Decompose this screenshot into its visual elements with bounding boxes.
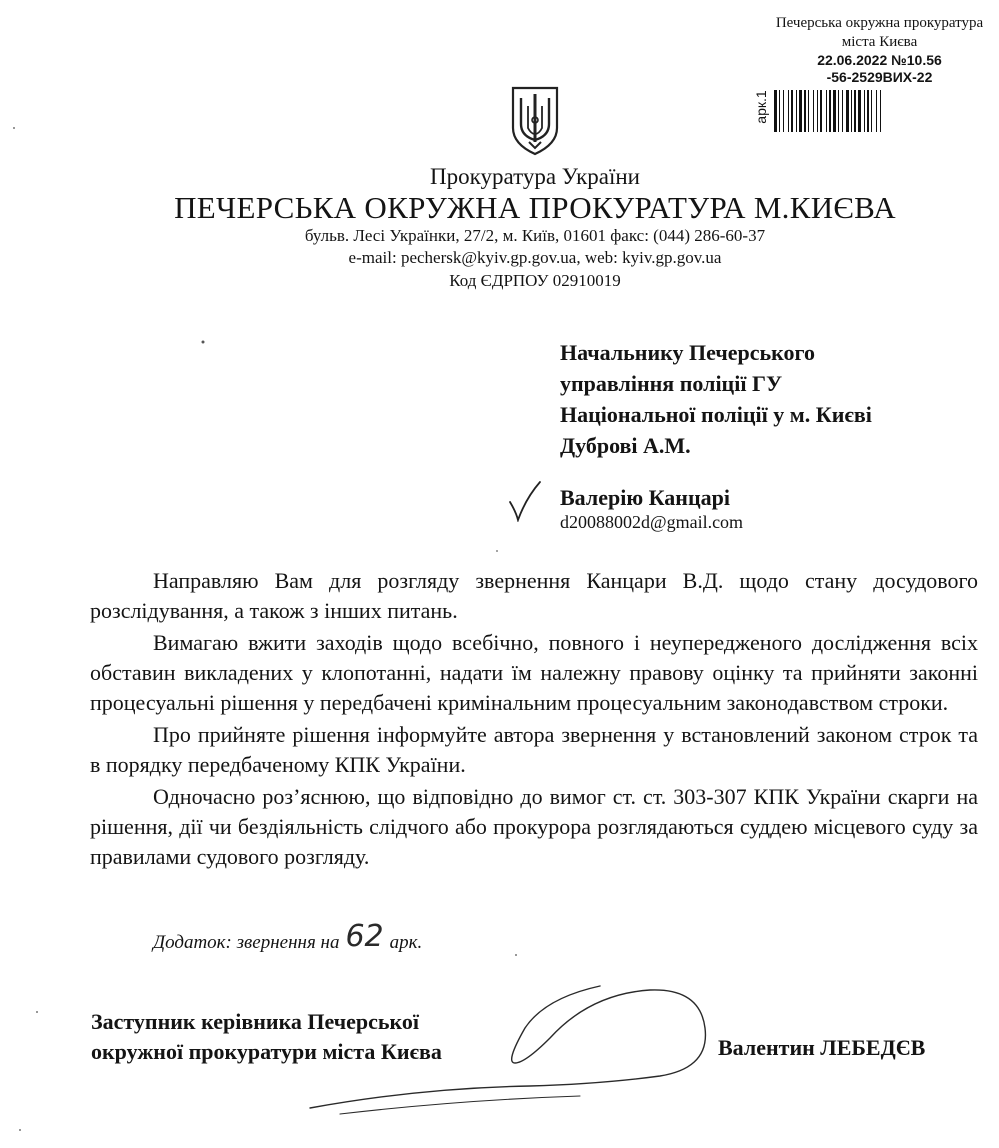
letterhead-contacts: e-mail: pechersk@kyiv.gp.gov.ua, web: kyiv.gp.gov.ua	[348, 248, 722, 267]
signatory-title-line2: окружної прокуратури міста Києва	[91, 1039, 442, 1064]
addressee-line1: Начальнику Печерського	[560, 340, 815, 365]
letterhead-title: ПЕЧЕРСЬКА ОКРУЖНА ПРОКУРАТУРА М.КИЄВА	[174, 190, 896, 225]
letter-body	[90, 566, 978, 874]
letterhead-code: Код ЄДРПОУ 02910019	[449, 271, 621, 290]
barcode-icon	[774, 90, 992, 132]
addressee-line2: управління поліції ГУ	[560, 371, 783, 396]
stamp-reg-line2: -56-2529ВИХ-22	[826, 69, 933, 85]
stamp-org-line2: міста Києва	[841, 34, 918, 50]
appendix-label: Додаток: звернення на	[153, 932, 340, 953]
letterhead-address: бульв. Лесі Українки, 27/2, м. Київ, 01601 факс: (044) 286-60-37	[304, 226, 766, 245]
body-paragraph-4: Одночасно роз’яснюю, що відповідно до вимог ст. ст. 303-307 КПК України скарги на рішення, дії чи бездіяльність слідчого або прокурора розглядаються суддею місцевого суду за правилами судового розгляду.	[90, 784, 978, 869]
addressee-line3: Національної поліції у м. Києві	[560, 402, 872, 427]
body-paragraph-1: Направляю Вам для розгляду звернення Канцари В.Д. щодо стану досудового розслідування, а також з інших питань.	[90, 568, 978, 623]
checkmark-icon	[506, 480, 542, 522]
trident-emblem-icon	[507, 84, 563, 156]
signatory-title-line1: Заступник керівника Печерської	[91, 1009, 420, 1034]
stamp-org-line1: Печерська окружна прокуратура	[775, 15, 984, 31]
stamp-sheet-label	[754, 82, 768, 132]
body-paragraph-2: Вимагаю вжити заходів щодо всебічно, повного і неупередженого дослідження всіх обставин викладених у клопотанні, надати їм належну правову оцінку та прийняти законні процесуальні рішення у передбачені кримінальним процесуальним законодавством строки.	[90, 630, 978, 715]
registration-stamp	[760, 14, 999, 86]
recipient-email: d20088002d@gmail.com	[560, 512, 744, 532]
signatory-title	[91, 1007, 442, 1067]
appendix-unit: арк.	[389, 932, 423, 953]
signatory-name: Валентин ЛЕБЕДЄВ	[718, 1035, 926, 1060]
body-paragraph-3: Про прийняте рішення інформуйте автора звернення у встановлений законом строк та в порядку передбаченому КПК України.	[90, 722, 978, 777]
addressee-block	[560, 337, 872, 461]
letterhead-line1: Прокуратура України	[430, 164, 640, 189]
stamp-reg-line1: 22.06.2022 №10.56	[817, 52, 942, 68]
appendix-line	[153, 921, 422, 956]
appendix-count: 62	[345, 919, 384, 954]
recipient-name: Валерію Канцарі	[560, 485, 730, 510]
addressee-line4: Дуброві А.М.	[560, 433, 691, 458]
stamp-sheet-text: арк.1	[753, 90, 769, 124]
